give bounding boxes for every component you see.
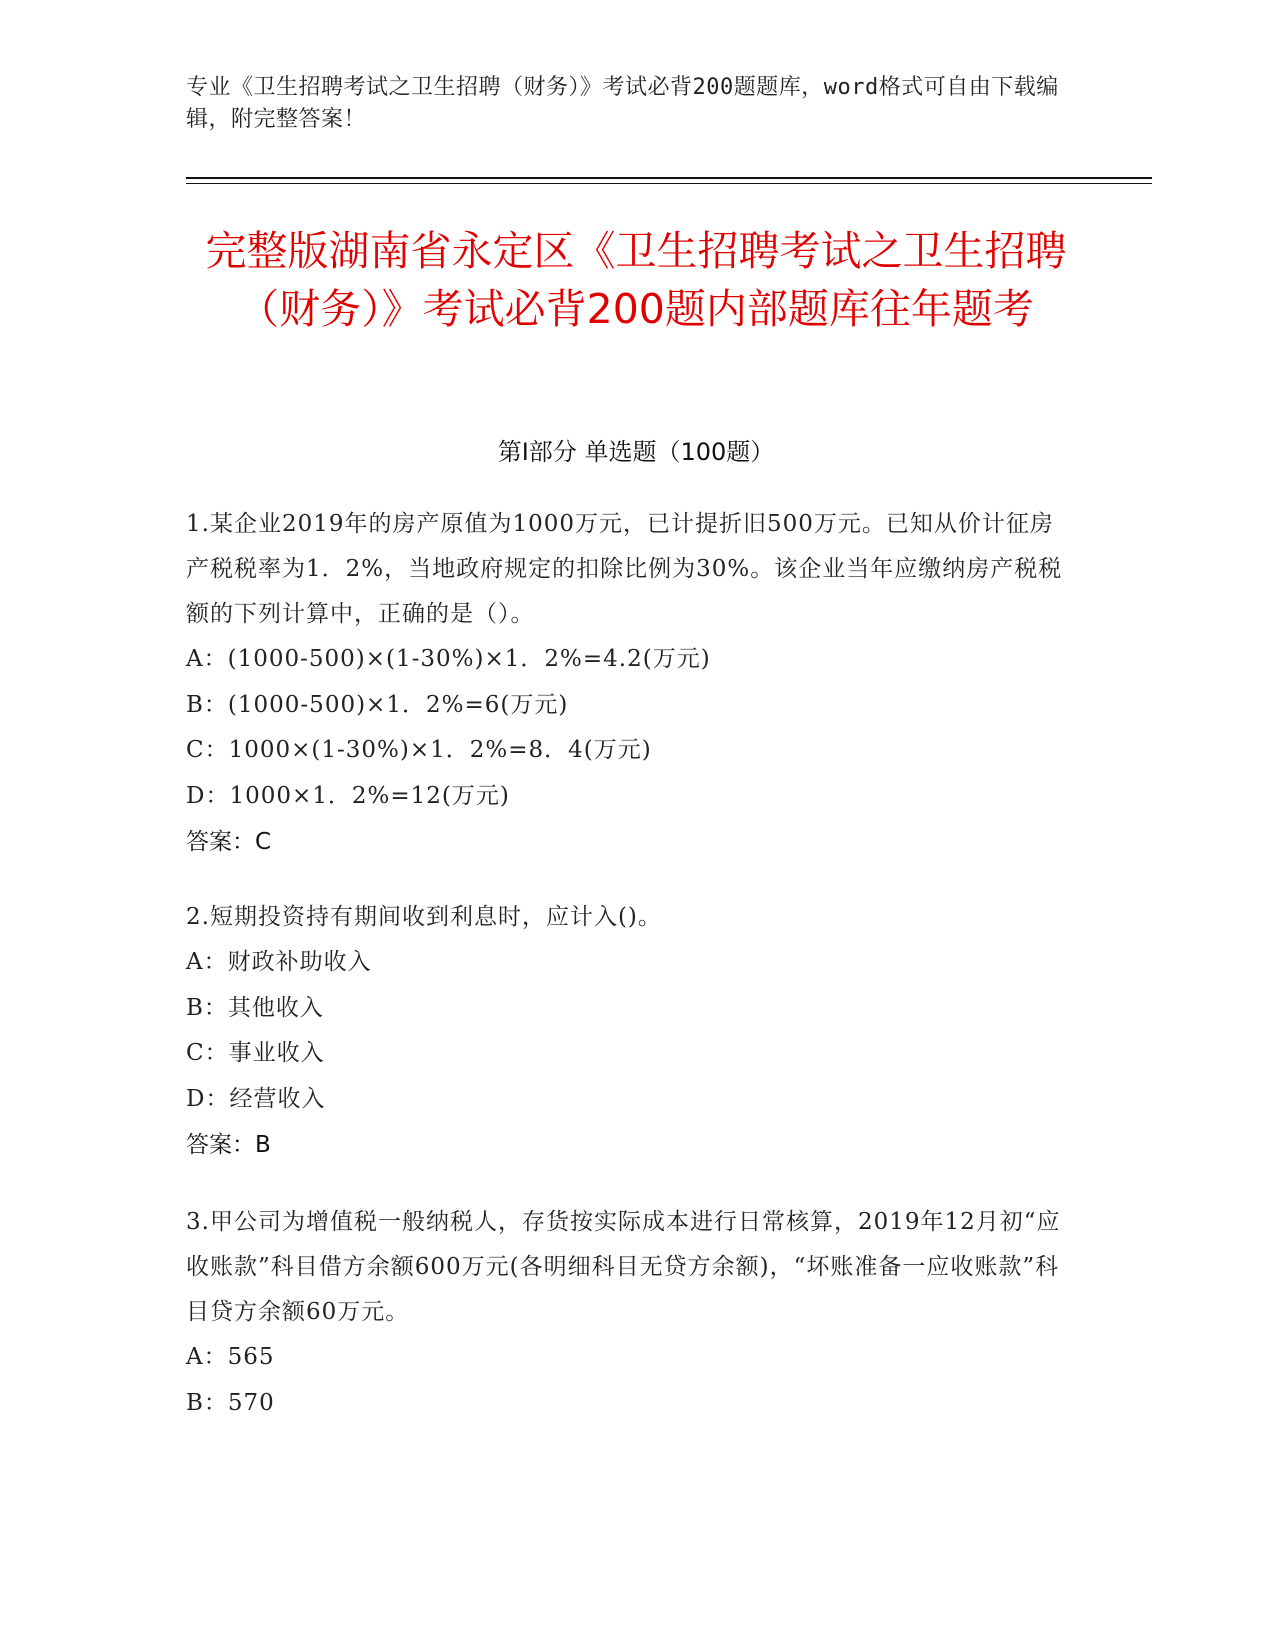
question-1 [186, 502, 1066, 865]
answer: 答案：B [186, 1132, 271, 1158]
option-a: A：财政补助收入 [186, 949, 372, 975]
header-note: 专业《卫生招聘考试之卫生招聘（财务）》考试必背200题题库，word格式可自由下载编辑，附完整答案！ [186, 75, 1059, 132]
option-c: C：事业收入 [186, 1040, 325, 1066]
option-c: C：1000×(1-30%)×1．2%=8．4(万元) [186, 737, 652, 763]
question-stem: 1.某企业2019年的房产原值为1000万元，已计提折旧500万元。已知从价计征房产税税率为1．2%，当地政府规定的扣除比例为30%。该企业当年应缴纳房产税税额的下列计算中，正确的是（）。 [186, 511, 1063, 627]
option-b: B：(1000-500)×1．2%=6(万元) [186, 691, 569, 718]
question-3 [186, 1200, 1066, 1426]
section-title: 第Ⅰ部分 单选题（100题） [497, 438, 775, 466]
answer: 答案：C [186, 829, 272, 855]
header-divider-thick [186, 177, 1152, 179]
question-stem: 3.甲公司为增值税一般纳税人，存货按实际成本进行日常核算，2019年12月初“应收账款”科目借方余额600万元(各明细科目无贷方余额)，“坏账准备一应收账款”科目贷方余额60万元。 [186, 1209, 1061, 1325]
document-title: 完整版湖南省永定区《卫生招聘考试之卫生招聘（财务）》考试必背200题内部题库往年题考 [205, 227, 1067, 333]
header-divider-thin [186, 183, 1152, 184]
option-b: B：570 [186, 1389, 275, 1416]
question-stem: 2.短期投资持有期间收到利息时，应计入()。 [186, 904, 662, 930]
option-d: D：1000×1．2%=12(万元) [186, 782, 510, 809]
option-d: D：经营收入 [186, 1085, 326, 1112]
option-a: A：565 [186, 1344, 275, 1370]
option-b: B：其他收入 [186, 994, 324, 1021]
question-2 [186, 895, 1066, 1168]
option-a: A：(1000-500)×(1-30%)×1．2%=4.2(万元) [186, 646, 711, 672]
